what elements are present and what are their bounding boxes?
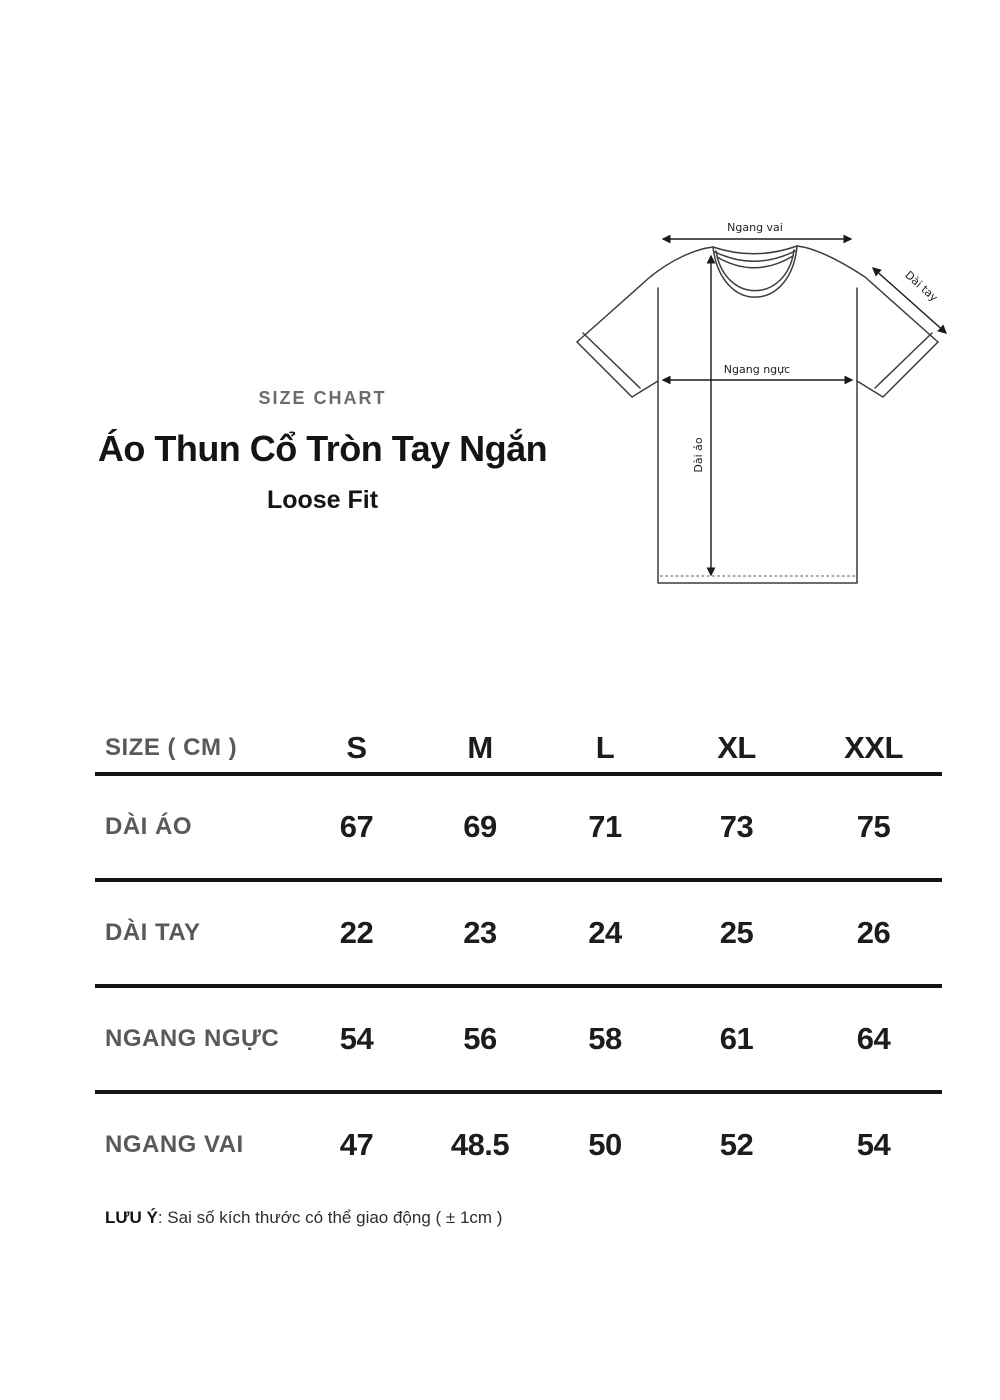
row-label: NGANG NGỰC — [105, 1025, 280, 1052]
col-header-xxl: XXL — [844, 730, 903, 765]
table-row-ngang-vai — [95, 1094, 942, 1196]
eyebrow-size-chart: SIZE CHART — [258, 388, 387, 408]
table-header-row — [95, 724, 942, 772]
row-label: DÀI TAY — [105, 919, 201, 946]
cell-value: 64 — [856, 1021, 891, 1056]
unit-header: SIZE ( CM ) — [105, 734, 238, 761]
measure-arrows — [663, 239, 946, 575]
cell-value: 23 — [463, 915, 497, 950]
tshirt-outline — [577, 246, 941, 583]
fit-subtitle: Loose Fit — [266, 486, 379, 514]
chest-label: Ngang ngực — [723, 363, 791, 376]
col-header-s: S — [346, 730, 367, 765]
measure-labels — [692, 221, 941, 473]
cell-value: 69 — [463, 809, 497, 844]
cell-value: 54 — [856, 1127, 891, 1162]
product-title: Áo Thun Cổ Tròn Tay Ngắn — [97, 428, 548, 469]
length-label: Dài áo — [692, 437, 705, 473]
tshirt-diagram — [555, 215, 965, 605]
cell-value: 48.5 — [450, 1127, 510, 1162]
cell-value: 22 — [339, 915, 374, 950]
table-row-dai-tay — [95, 882, 942, 984]
col-header-l: L — [595, 730, 615, 765]
shoulder-label: Ngang vai — [727, 221, 783, 234]
col-header-xl: XL — [717, 730, 756, 765]
cell-value: 71 — [588, 809, 622, 844]
sleeve-label: Dài tay — [902, 268, 941, 305]
cell-value: 24 — [588, 915, 622, 950]
size-table — [95, 724, 942, 1196]
cell-value: 58 — [588, 1021, 622, 1056]
note-text: : Sai số kích thước có thể giao động ( ± 1cm ) — [157, 1208, 503, 1227]
cell-value: 56 — [463, 1021, 497, 1056]
table-row-dai-ao — [95, 776, 942, 878]
cell-value: 73 — [719, 809, 754, 844]
hero-block — [60, 388, 585, 515]
col-header-m: M — [467, 730, 493, 765]
cell-value: 61 — [719, 1021, 754, 1056]
cell-value: 75 — [856, 809, 891, 844]
tolerance-note — [105, 1208, 502, 1228]
row-label: DÀI ÁO — [105, 813, 192, 840]
cell-value: 50 — [588, 1127, 622, 1162]
cell-value: 54 — [339, 1021, 374, 1056]
row-label: NGANG VAI — [105, 1131, 244, 1158]
note-label: LƯU Ý — [105, 1208, 158, 1227]
table-row-ngang-nguc — [95, 988, 942, 1090]
cell-value: 52 — [719, 1127, 754, 1162]
cell-value: 26 — [856, 915, 891, 950]
cell-value: 67 — [339, 809, 374, 844]
cell-value: 25 — [719, 915, 754, 950]
cell-value: 47 — [339, 1127, 374, 1162]
